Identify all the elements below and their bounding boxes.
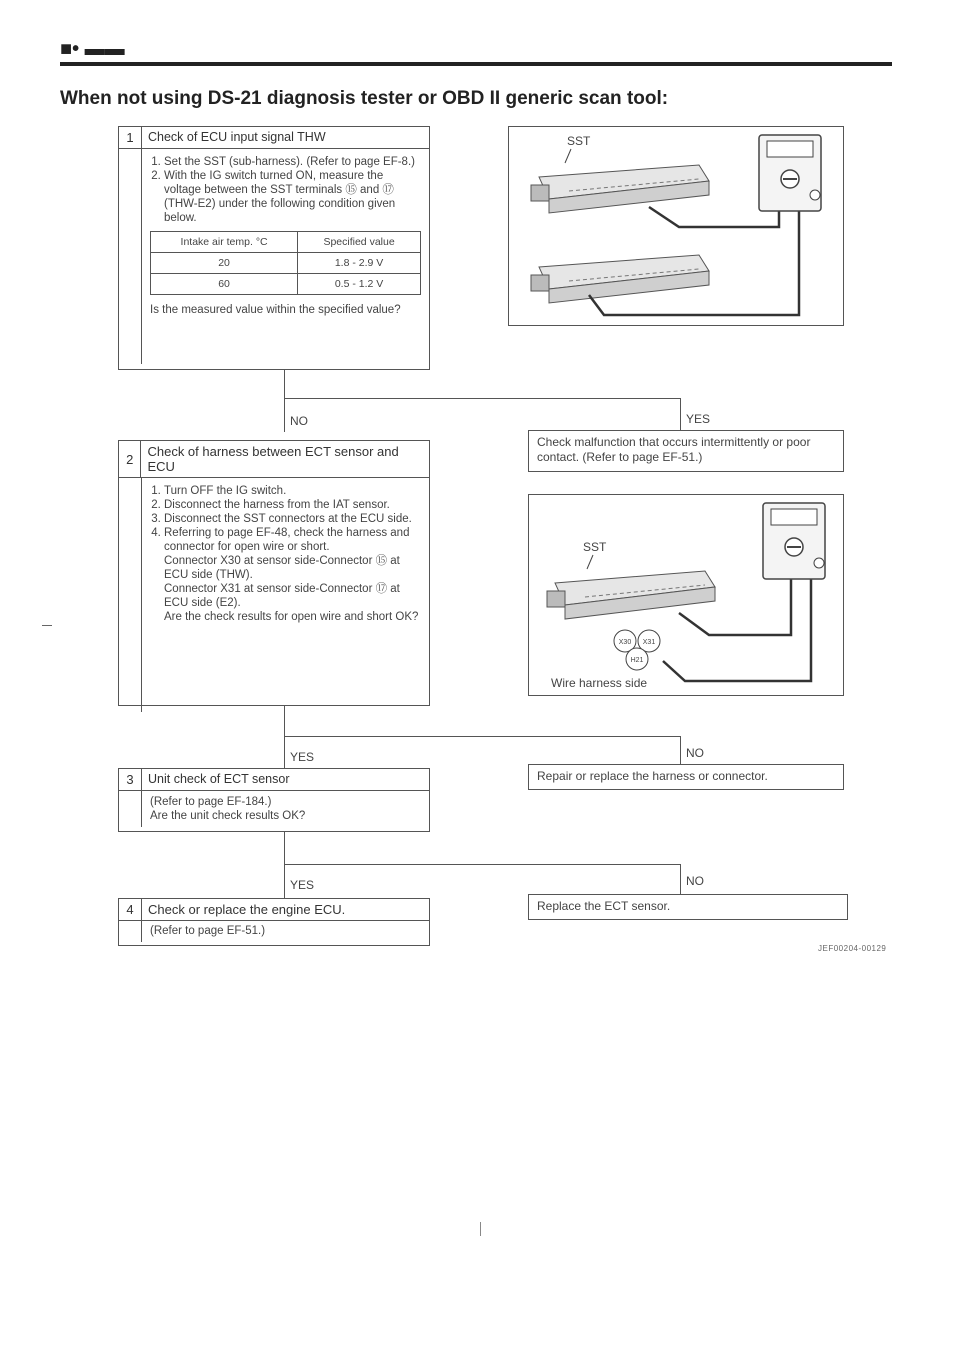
result-replace-ect-sensor: Replace the ECT sensor. [528, 894, 848, 920]
spec-table [150, 231, 421, 295]
scan-mark [42, 625, 52, 626]
spec-cell: 60 [151, 274, 298, 295]
voltmeter-icon [763, 503, 825, 579]
step-1-title: Check of ECU input signal THW [148, 130, 326, 144]
flow-line [284, 832, 285, 864]
harness-connector-icon [614, 630, 660, 670]
branch-yes-label: YES [290, 750, 315, 764]
step-4-title: Check or replace the engine ECU. [148, 902, 346, 917]
step-2-connector-note: Connector X30 at sensor side-Connector ⑮ at ECU side (THW). [164, 555, 400, 581]
step-1-box [118, 126, 430, 370]
step-2-connector-note: Connector X31 at sensor side-Connector ⑰ at ECU side (E2). [164, 583, 400, 609]
flow-line [284, 398, 285, 432]
branch-no-label: NO [686, 874, 704, 888]
sst-voltmeter-figure-1 [508, 126, 844, 326]
result-repair-harness: Repair or replace the harness or connector. [528, 764, 844, 790]
branch-yes-label: YES [290, 878, 315, 892]
scan-mark [480, 1222, 481, 1236]
sst-label: SST [567, 134, 591, 148]
step-2-item: 3. Disconnect the SST connectors at the ECU side. [164, 512, 421, 526]
step-4-line: (Refer to page EF-51.) [150, 925, 266, 937]
step-2-question: Are the check results for open wire and short OK? [164, 611, 419, 623]
step-1-item: 1. Set the SST (sub-harness). (Refer to page EF-8.) [164, 155, 421, 169]
flow-line [680, 736, 681, 764]
step-3-number: 3 [119, 769, 142, 790]
branch-yes-label: YES [686, 412, 711, 426]
branch-no-label: NO [290, 414, 308, 428]
spec-cell: 0.5 - 1.2 V [298, 274, 421, 295]
h21-label: H21 [630, 657, 644, 664]
step-4-box [118, 898, 430, 946]
step-2-item: 2. Disconnect the harness from the IAT sensor. [164, 498, 421, 512]
flow-line [680, 864, 681, 894]
step-2-box [118, 440, 430, 706]
branch-no-label: NO [686, 746, 704, 760]
sst-label: SST [583, 540, 607, 554]
flow-line [284, 864, 680, 865]
step-1-question: Is the measured value within the specified value? [150, 304, 401, 316]
step-2-item: 4. Referring to page EF-48, check the harness and connector for open wire or short. [164, 526, 421, 554]
voltmeter-icon [759, 135, 821, 211]
flow-line [284, 736, 285, 768]
step-2-number: 2 [119, 441, 141, 477]
flow-line [284, 736, 680, 737]
flow-line [284, 864, 285, 898]
result-intermittent: Check malfunction that occurs intermittently or poor contact. (Refer to page EF-51.) [528, 430, 844, 472]
lower-connector-icon [531, 255, 709, 303]
page-title: When not using DS-21 diagnosis tester or OBD II generic scan tool: [60, 88, 669, 109]
x31-label: X31 [642, 639, 656, 646]
spec-header-temp: Intake air temp. °C [151, 232, 298, 253]
step-3-box [118, 768, 430, 832]
spec-cell: 20 [151, 253, 298, 274]
upper-connector-icon [531, 165, 709, 213]
connector-icon [547, 571, 715, 619]
step-3-line: Are the unit check results OK? [150, 810, 306, 822]
flow-line [680, 398, 681, 430]
flow-line [284, 706, 285, 736]
sst-voltmeter-figure-2 [528, 494, 844, 696]
step-2-title: Check of harness between ECT sensor and ECU [147, 444, 399, 474]
spec-header-value: Specified value [298, 232, 421, 253]
step-3-title: Unit check of ECT sensor [148, 772, 290, 786]
header-mark: ■• ▬▬ [60, 38, 125, 60]
step-4-number: 4 [119, 899, 142, 920]
figure-code: JEF00204-00129 [818, 944, 887, 953]
x30-label: X30 [618, 639, 632, 646]
step-1-item: 2. With the IG switch turned ON, measure the voltage between the SST terminals ⑮ and ⑰ (THW-E2) under the following condition given below. [164, 169, 421, 225]
flow-line [284, 398, 680, 399]
wire-harness-side-label: Wire harness side [551, 676, 648, 690]
header-rule [60, 62, 892, 66]
sst-connector-diagram-1 [509, 127, 845, 327]
step-1-number: 1 [119, 127, 142, 148]
spec-cell: 1.8 - 2.9 V [298, 253, 421, 274]
step-3-line: (Refer to page EF-184.) [150, 796, 272, 808]
sst-connector-diagram-2 [529, 495, 845, 697]
step-2-item: 1. Turn OFF the IG switch. [164, 484, 421, 498]
flow-line [284, 370, 285, 398]
